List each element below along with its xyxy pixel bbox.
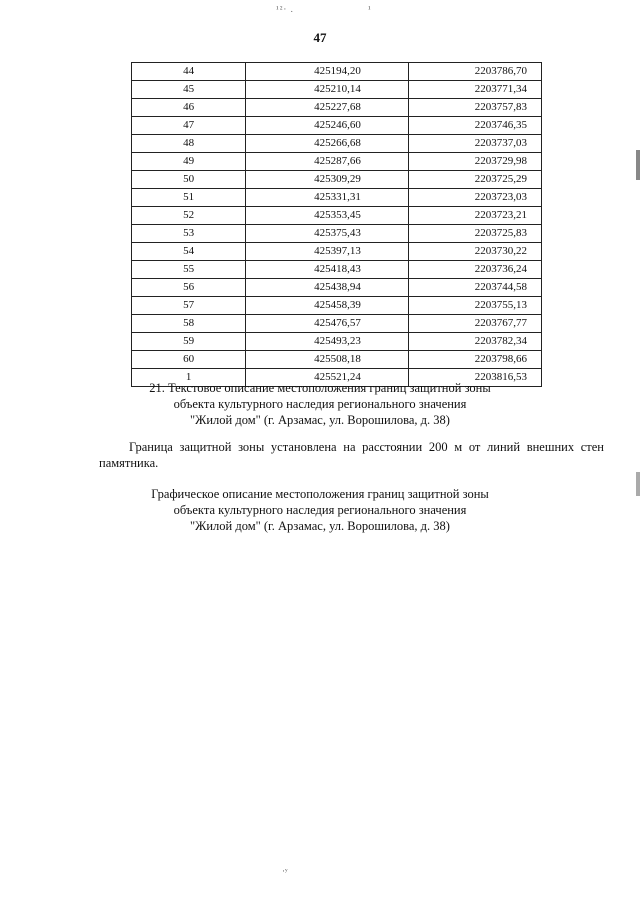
point-number-cell: 59 [132,333,246,351]
table-row [132,99,542,117]
y-coordinate-cell: 2203725,29 [408,171,541,189]
x-coordinate-cell: 425458,39 [246,297,409,315]
point-number-cell: 56 [132,279,246,297]
point-number-cell: 48 [132,135,246,153]
coordinates-table-body [132,63,542,387]
heading-line: "Жилой дом" (г. Арзамас, ул. Ворошилова, д. 38) [190,519,450,533]
y-coordinate-cell: 2203736,24 [408,261,541,279]
y-coordinate-cell: 2203771,34 [408,81,541,99]
point-number-cell: 58 [132,315,246,333]
y-coordinate-cell: 2203767,77 [408,315,541,333]
table-row [132,117,542,135]
y-coordinate-cell: 2203786,70 [408,63,541,81]
section-21-heading [0,380,640,428]
table-row [132,243,542,261]
x-coordinate-cell: 425418,43 [246,261,409,279]
x-coordinate-cell: 425309,29 [246,171,409,189]
scan-artifact: ¹²· . [276,4,294,14]
table-row [132,81,542,99]
point-number-cell: 45 [132,81,246,99]
y-coordinate-cell: 2203757,83 [408,99,541,117]
point-number-cell: 52 [132,207,246,225]
heading-line: 21. Текстовое описание местоположения границ защитной зоны [149,381,491,395]
table-row [132,171,542,189]
scan-edge-mark [636,150,640,180]
x-coordinate-cell: 425227,68 [246,99,409,117]
x-coordinate-cell: 425438,94 [246,279,409,297]
y-coordinate-cell: 2203746,35 [408,117,541,135]
table-row [132,135,542,153]
page-number: 47 [313,30,327,45]
y-coordinate-cell: 2203725,83 [408,225,541,243]
scan-artifact: ¹ [368,4,371,14]
point-number-cell: 53 [132,225,246,243]
point-number-cell: 1 [132,369,246,387]
y-coordinate-cell: 2203782,34 [408,333,541,351]
table-row [132,333,542,351]
x-coordinate-cell: 425508,18 [246,351,409,369]
point-number-cell: 60 [132,351,246,369]
y-coordinate-cell: 2203755,13 [408,297,541,315]
x-coordinate-cell: 425353,45 [246,207,409,225]
table-row [132,315,542,333]
point-number-cell: 54 [132,243,246,261]
boundary-paragraph: Граница защитной зоны установлена на расстоянии 200 м от линий внешних стен памятника. [99,440,604,470]
point-number-cell: 51 [132,189,246,207]
x-coordinate-cell: 425476,57 [246,315,409,333]
x-coordinate-cell: 425266,68 [246,135,409,153]
point-number-cell: 55 [132,261,246,279]
table-row [132,279,542,297]
x-coordinate-cell: 425493,23 [246,333,409,351]
x-coordinate-cell: 425375,43 [246,225,409,243]
x-coordinate-cell: 425397,13 [246,243,409,261]
table-row [132,189,542,207]
x-coordinate-cell: 425287,66 [246,153,409,171]
point-number-cell: 46 [132,99,246,117]
point-number-cell: 57 [132,297,246,315]
y-coordinate-cell: 2203744,58 [408,279,541,297]
table-row [132,207,542,225]
table-row [132,153,542,171]
heading-line: объекта культурного наследия регионального значения [173,397,467,411]
point-number-cell: 50 [132,171,246,189]
x-coordinate-cell: 425246,60 [246,117,409,135]
y-coordinate-cell: 2203798,66 [408,351,541,369]
coordinates-table [131,62,542,387]
heading-line: Графическое описание местоположения границ защитной зоны [151,487,489,501]
table-row [132,261,542,279]
y-coordinate-cell: 2203730,22 [408,243,541,261]
point-number-cell: 44 [132,63,246,81]
y-coordinate-cell: 2203816,53 [408,369,541,387]
table-row [132,225,542,243]
x-coordinate-cell: 425194,20 [246,63,409,81]
table-row [132,351,542,369]
scan-artifact: ·ʸ [282,866,288,876]
y-coordinate-cell: 2203723,21 [408,207,541,225]
table-row [132,63,542,81]
x-coordinate-cell: 425210,14 [246,81,409,99]
y-coordinate-cell: 2203723,03 [408,189,541,207]
point-number-cell: 49 [132,153,246,171]
table-row [132,297,542,315]
point-number-cell: 47 [132,117,246,135]
x-coordinate-cell: 425521,24 [246,369,409,387]
y-coordinate-cell: 2203737,03 [408,135,541,153]
heading-line: "Жилой дом" (г. Арзамас, ул. Ворошилова, д. 38) [190,413,450,427]
graphic-description-heading [0,486,640,534]
y-coordinate-cell: 2203729,98 [408,153,541,171]
heading-line: объекта культурного наследия регионального значения [173,503,467,517]
x-coordinate-cell: 425331,31 [246,189,409,207]
